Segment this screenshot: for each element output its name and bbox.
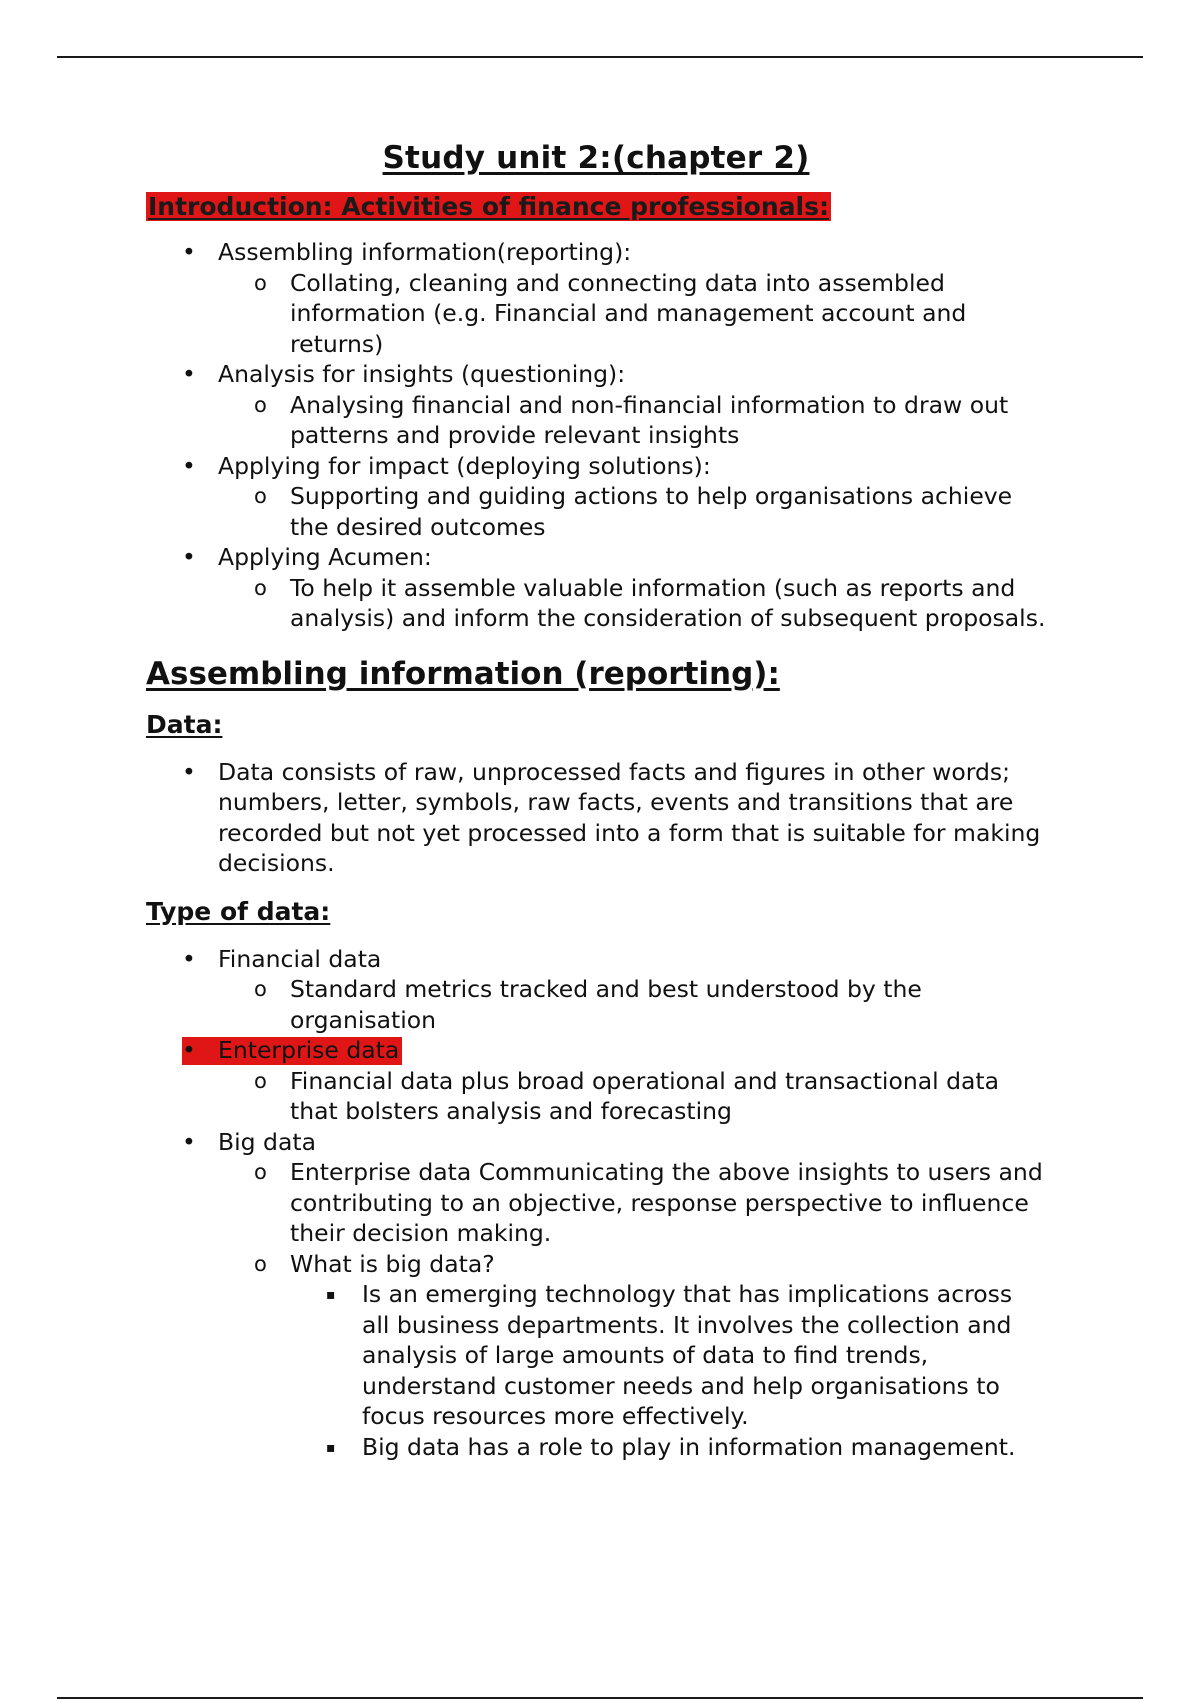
subsub-list-item-text: Big data has a role to play in information management. [362, 1432, 1016, 1461]
data-heading: Data: [146, 709, 223, 739]
bullet-icon: • [182, 757, 196, 786]
list-item-label: Applying for impact (deploying solutions): [218, 451, 711, 480]
sub-list-item-text: To help it assemble valuable information (such as reports and analysis) and inform the consideration of subsequent proposals. [290, 573, 1046, 632]
sub-list-item [146, 573, 1046, 634]
list-item [146, 359, 1046, 451]
sub-list-item [146, 1249, 1046, 1463]
list-item-highlighted [146, 1035, 1046, 1127]
list-item [146, 542, 1046, 634]
list-item-label: Assembling information(reporting): [218, 238, 632, 266]
circle-bullet-icon: o [254, 1068, 267, 1093]
activities-list [146, 237, 1046, 634]
bullet-icon: • [182, 1036, 196, 1064]
bullet-icon: • [182, 944, 196, 973]
square-bullet-icon: ▪ [326, 1287, 336, 1303]
section-heading: Assembling information (reporting): [146, 655, 780, 692]
types-list [146, 944, 1046, 1463]
list-item [146, 944, 1046, 1036]
sub-list-item-text: Supporting and guiding actions to help organisations achieve the desired outcomes [290, 482, 1013, 541]
sub-list-item [146, 390, 1046, 451]
page-title: Study unit 2:(chapter 2) [382, 140, 810, 176]
document-page [146, 140, 1046, 1462]
circle-bullet-icon: o [254, 575, 267, 600]
sub-list-item-text: Collating, cleaning and connecting data into assembled information (e.g. Financial and management account and returns) [290, 268, 967, 358]
sub-list-item-text: Standard metrics tracked and best understood by the organisation [290, 975, 922, 1034]
circle-bullet-icon: o [254, 484, 267, 508]
list-item [146, 1127, 1046, 1463]
sub-list-item-text: Financial data plus broad operational and transactional data that bolsters analysis and forecasting [290, 1066, 1000, 1125]
list-item-label: Applying Acumen: [218, 543, 432, 571]
sub-list-item [146, 1157, 1046, 1249]
subsub-list-item-text: Is an emerging technology that has implications across all business departments. It involves the collection and analysis of large amounts of data to find trends, understand customer needs and help organisations to focus resources more effectively. [362, 1280, 1013, 1430]
sub-list-item-text: Analysing financial and non-financial information to draw out patterns and provide relevant insights [290, 390, 1009, 449]
bullet-icon: • [182, 543, 196, 571]
sub-list-item [146, 268, 1046, 360]
types-heading: Type of data: [146, 896, 331, 926]
intro-heading: Introduction: Activities of finance professionals: [148, 192, 829, 221]
bullet-icon: • [182, 360, 196, 388]
data-list [146, 757, 1046, 879]
list-item [146, 451, 1046, 543]
list-item-label: Enterprise data [218, 1036, 400, 1064]
circle-bullet-icon: o [254, 977, 267, 1001]
circle-bullet-icon: o [254, 392, 267, 417]
sub-list-item [146, 1066, 1046, 1127]
list-item [146, 757, 1046, 879]
list-item-text: Data consists of raw, unprocessed facts and figures in other words; numbers, letter, symbols, raw facts, events and transitions that are recorded but not yet processed into a form that is suitable for making decisions. [218, 757, 1041, 877]
list-item-label: Financial data [218, 944, 382, 973]
sub-list-item-text: Enterprise data Communicating the above insights to users and contributing to an objective, response perspective to influence their decision making. [290, 1158, 1043, 1247]
sub-list-item [146, 974, 1046, 1035]
list-item [146, 237, 1046, 359]
bullet-icon: • [182, 1127, 196, 1156]
header-rule [57, 56, 1143, 58]
circle-bullet-icon: o [254, 1160, 267, 1184]
list-item-label: Analysis for insights (questioning): [218, 360, 626, 388]
sub-list-item [146, 481, 1046, 542]
bullet-icon: • [182, 238, 196, 266]
sub-list-item-text: What is big data? [290, 1249, 495, 1278]
bullet-icon: • [182, 451, 196, 480]
list-item-label: Big data [218, 1127, 316, 1156]
subsub-list-item [146, 1279, 1046, 1432]
circle-bullet-icon: o [254, 1251, 267, 1276]
circle-bullet-icon: o [254, 270, 267, 295]
footer-rule [57, 1697, 1143, 1699]
square-bullet-icon: ▪ [326, 1439, 336, 1456]
subsub-list-item [146, 1432, 1046, 1463]
